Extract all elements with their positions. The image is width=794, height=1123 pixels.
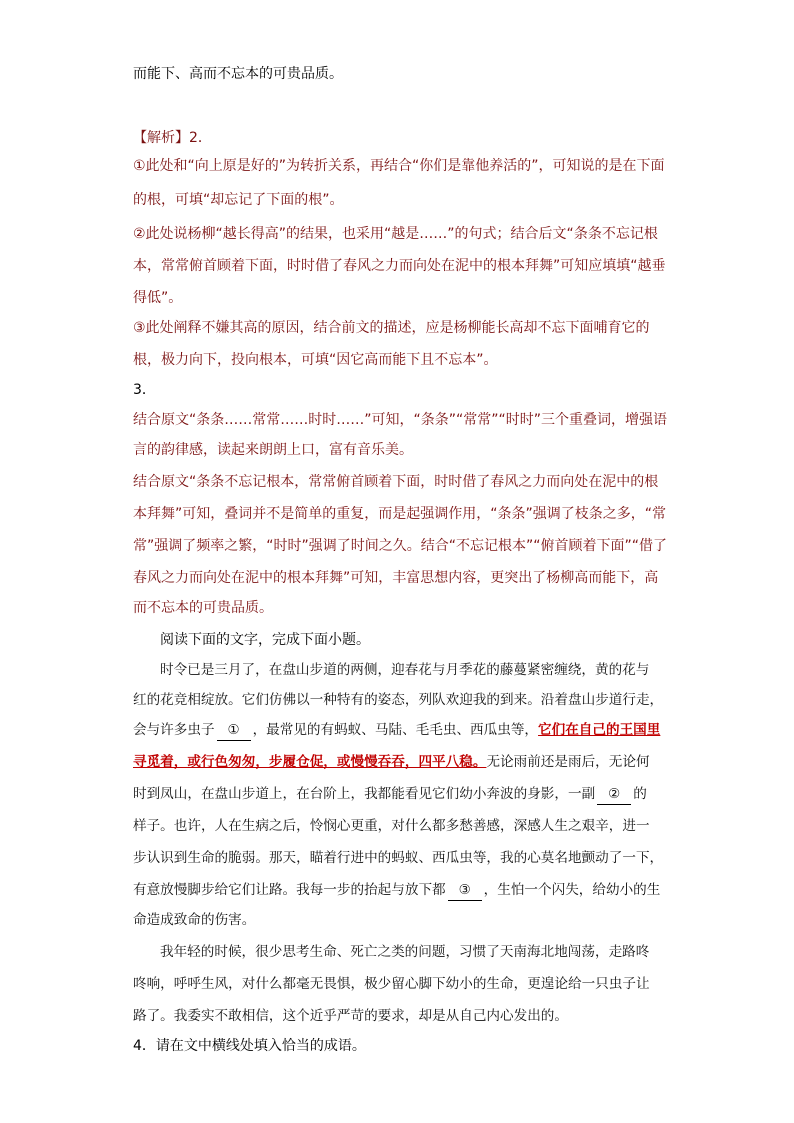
reading-instruction: 阅读下面的文字，完成下面小题。 xyxy=(160,632,370,648)
story-line xyxy=(133,752,663,772)
answer-line: 结合原文“条条不忘记根本，常常俯首顾着下面，时时借了春风之力而向处在泥中的根 xyxy=(133,474,659,490)
answer-line: 本拜舞”可知，叠词并不是简单的重复，而是起强调作用，“条条”强调了枝条之多，“常 xyxy=(133,506,667,522)
story-line: 路了。我委实不敢相信，这个近乎严苛的要求，却是从自己内心发出的。 xyxy=(133,1008,568,1024)
answer-line: 言的韵律感，读起来朗朗上口，富有音乐美。 xyxy=(133,442,413,458)
question-4: 4．请在文中横线处填入恰当的成语。 xyxy=(133,1038,366,1054)
answer-line: 的根，可填“却忘记了下面的根”。 xyxy=(133,192,344,208)
answer-line: 春风之力而向处在泥中的根本拜舞”可知，丰富思想内容，更突出了杨柳高而能下，高 xyxy=(133,570,659,586)
story-line: 命造成致命的伤害。 xyxy=(133,912,256,928)
answer-line: ③此处阐释不嫌其高的原因，结合前文的描述，应是杨柳能长高却不忘下面哺育它的 xyxy=(133,320,650,336)
answer-line: 而不忘本的可贵品质。 xyxy=(133,600,273,616)
story-text: 时到凤山，在盘山步道上，在台阶上，我都能看见它们幼小奔波的身影，一副 xyxy=(133,786,596,802)
blank-3: ③ xyxy=(448,880,482,901)
blank-1: ① xyxy=(217,720,251,741)
story-line: 咚响，呼呼生风，对什么都毫无畏惧，极少留心脚下幼小的生命，更遑论给一只虫子让 xyxy=(133,976,650,992)
story-line: 步认识到生命的脆弱。那天，瞄着行进中的蚂蚁、西瓜虫等，我的心莫名地颤动了一下， xyxy=(133,850,664,866)
story-text: 会与许多虫子 xyxy=(133,722,215,738)
highlighted-sentence: 它们在自己的王国里 xyxy=(538,722,661,738)
story-text: ，生怕一个闪失，给幼小的生 xyxy=(483,882,661,898)
answer-line: 结合原文“条条……常常……时时……”可知，“条条”“常常”“时时”三个重叠词，增强语 xyxy=(133,412,668,428)
answer-line: 常”强调了频率之繁，“时时”强调了时间之久。结合“不忘记根本”“俯首顾着下面”“借了 xyxy=(133,538,668,554)
story-line xyxy=(133,880,663,901)
story-text: 无论雨前还是雨后，无论何 xyxy=(486,754,650,770)
analysis-tag: 【解析】 xyxy=(133,130,189,146)
blank-2: ② xyxy=(597,784,631,805)
answer-line: ②此处说杨柳“越长得高”的结果，也采用“越是……”的句式；结合后文“条条不忘记根 xyxy=(133,226,658,242)
question-number: 2． xyxy=(189,130,212,146)
answer-line: 得低”。 xyxy=(133,290,183,306)
answer-line: 根，极力向下，投向根本，可填“因它高而能下且不忘本”。 xyxy=(133,352,498,368)
story-line xyxy=(133,784,663,805)
story-text: ，最常见的有蚂蚁、马陆、毛毛虫、西瓜虫等， xyxy=(252,722,539,738)
story-line xyxy=(133,720,663,741)
story-text: 的 xyxy=(633,786,647,802)
story-text: 有意放慢脚步给它们让路。我每一步的抬起与放下都 xyxy=(133,882,446,898)
story-line: 红的花竞相绽放。它们仿佛以一种特有的姿态，列队欢迎我的到来。沿着盘山步道行走， xyxy=(133,692,664,708)
answer-line: ①此处和“向上原是好的”为转折关系，再结合“你们是靠他养活的”，可知说的是在下面 xyxy=(133,158,665,174)
story-line: 样子。也许，人在生病之后，怜悯心更重，对什么都多愁善感，深感人生之艰辛，进一 xyxy=(133,818,650,834)
analysis-heading xyxy=(133,128,663,148)
story-line: 时令已是三月了，在盘山步道的两侧，迎春花与月季花的藤蔓紧密缠绕，黄的花与 xyxy=(160,662,650,678)
highlighted-sentence: 寻觅着，或行色匆匆，步履仓促，或慢慢吞吞，四平八稳。 xyxy=(133,754,487,770)
story-line: 我年轻的时候，很少思考生命、死亡之类的问题，习惯了天南海北地闯荡，走路咚 xyxy=(160,944,650,960)
answer-line: 本，常常俯首顾着下面，时时借了春风之力而向处在泥中的根本拜舞”可知应填填“越垂 xyxy=(133,258,666,274)
question-number: 3． xyxy=(133,382,156,398)
text-line: 而能下、高而不忘本的可贵品质。 xyxy=(133,66,343,82)
